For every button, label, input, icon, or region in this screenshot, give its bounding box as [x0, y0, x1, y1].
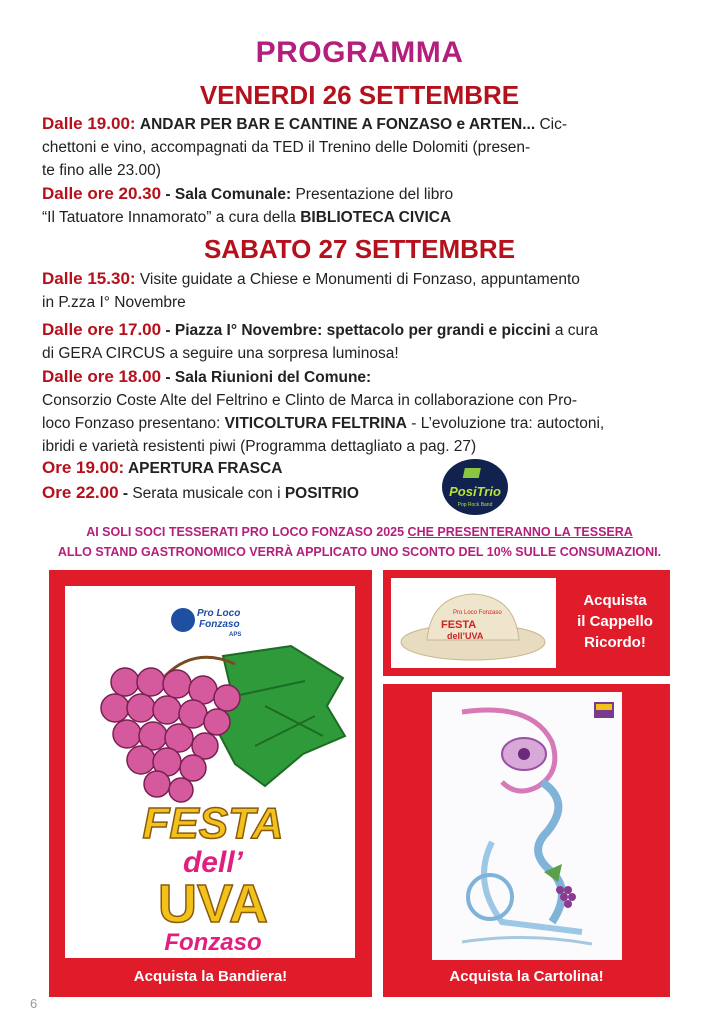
hat-image [391, 578, 556, 668]
saturday-event-3 [42, 365, 682, 458]
event-text: Cic- [535, 116, 567, 133]
flag-image [65, 586, 355, 958]
event-text: - L’evoluzione tra: autoctoni, [406, 415, 605, 432]
member-discount-notice [0, 522, 719, 562]
notice-line1b: CHE PRESENTERANNO LA TESSERA [407, 525, 633, 539]
dash: - [161, 186, 175, 203]
event-bold: APERTURA FRASCA [124, 460, 283, 477]
saturday-event-2 [42, 318, 682, 365]
event-text: chettoni e vino, accompagnati da TED il Trenino delle Dolomiti (presen- [42, 139, 531, 156]
dell-text: dell’ [182, 846, 244, 879]
positrio-logo [441, 458, 509, 516]
hat-line-2: il Cappello [577, 613, 653, 630]
dash: - [118, 485, 133, 502]
event-text: loco Fonzaso presentano: [42, 415, 225, 432]
hat-text-2: dell’UVA [447, 631, 484, 641]
uva-text: UVA [157, 874, 269, 934]
event-time: Dalle 19.00: [42, 114, 136, 133]
hat-card[interactable] [383, 570, 670, 676]
event-text: Presentazione del libro [291, 186, 454, 203]
event-bold: Piazza I° Novembre: spettacolo per grandi e piccini [174, 322, 551, 339]
page-number: 6 [30, 996, 38, 1011]
fonzaso-text: Fonzaso [164, 929, 262, 956]
positrio-name: PosiTrio [449, 484, 501, 499]
event-text: Serata musicale con i [132, 485, 285, 502]
event-bold: BIBLIOTECA CIVICA [300, 209, 452, 226]
event-time: Dalle 15.30: [42, 269, 136, 288]
event-time: Dalle ore 17.00 [42, 320, 162, 339]
friday-event-1 [42, 112, 682, 182]
event-text: “Il Tatuatore Innamorato” a cura della [42, 209, 301, 226]
event-time: Ore 22.00 [42, 483, 119, 502]
event-text: in P.zza I° Novembre [42, 294, 186, 311]
hat-text-1: FESTA [441, 619, 477, 631]
buy-postcard-button[interactable]: Acquista la Cartolina! [449, 968, 604, 985]
event-text: di GERA CIRCUS a seguire una sorpresa luminosa! [42, 345, 399, 362]
postcard-card[interactable] [383, 684, 670, 997]
event-text: a cura [550, 322, 598, 339]
event-place: Sala Comunale: [174, 186, 292, 203]
event-time: Dalle ore 20.30 [42, 184, 162, 203]
saturday-heading: SABATO 27 SETTEMBRE [203, 234, 516, 264]
event-bold: POSITRIO [284, 485, 359, 502]
buy-hat-button[interactable] [563, 590, 667, 653]
hat-line-1: Acquista [583, 592, 647, 609]
positrio-tagline: Pop Rock Band [457, 502, 493, 508]
saturday-event-5 [42, 481, 682, 505]
hat-brand: Pro Loco Fonzaso [453, 610, 502, 616]
dash: - [161, 322, 175, 339]
postcard-image [432, 692, 622, 960]
friday-event-2 [42, 182, 682, 229]
festa-text: FESTA [142, 799, 284, 848]
hat-line-3: Ricordo! [584, 634, 646, 651]
page-title: PROGRAMMA [255, 36, 464, 69]
event-text: Consorzio Coste Alte del Feltrino e Clinto de Marca in collaborazione con Pro- [42, 392, 578, 409]
flag-card[interactable] [49, 570, 372, 997]
event-text: te fino alle 23.00) [42, 162, 161, 179]
event-bold: VITICOLTURA FELTRINA [224, 415, 407, 432]
notice-line2: ALLO STAND GASTRONOMICO VERRÀ APPLICATO UNO SCONTO DEL 10% SULLE CONSUMAZIONI. [57, 545, 662, 559]
event-place: Sala Riunioni del Comune: [174, 369, 372, 386]
proloco-line3: APS [229, 632, 242, 638]
event-text: ibridi e varietà resistenti piwi (Programma dettagliato a pag. 27) [42, 438, 477, 455]
friday-heading: VENERDI 26 SETTEMBRE [199, 80, 520, 110]
notice-line1a: AI SOLI SOCI TESSERATI PRO LOCO FONZASO 2025 [86, 525, 408, 539]
event-text: Visite guidate a Chiese e Monumenti di Fonzaso, appuntamento [135, 271, 580, 288]
saturday-event-1 [42, 267, 682, 314]
event-title: ANDAR PER BAR E CANTINE A FONZASO e ARTEN... [139, 116, 536, 133]
event-time: Ore 19.00: [42, 458, 125, 477]
saturday-event-4 [42, 456, 682, 480]
dash: - [161, 369, 175, 386]
buy-flag-button[interactable]: Acquista la Bandiera! [133, 968, 288, 985]
proloco-line2: Fonzaso [199, 619, 240, 630]
proloco-line1: Pro Loco [197, 608, 241, 619]
event-time: Dalle ore 18.00 [42, 367, 162, 386]
